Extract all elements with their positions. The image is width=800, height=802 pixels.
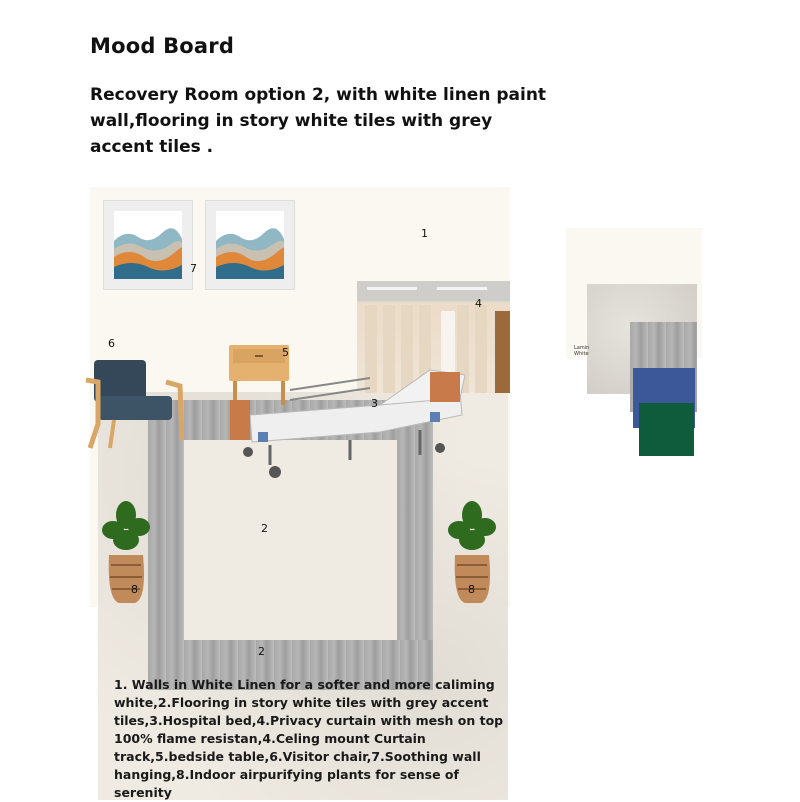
- label-nightstand: 5: [282, 346, 289, 359]
- plant-image: [99, 495, 153, 605]
- page-title: Mood Board: [90, 34, 235, 58]
- armchair-icon: [84, 360, 184, 450]
- potted-plant-icon: [99, 495, 153, 605]
- label-wall-art: 7: [190, 262, 197, 275]
- wall-art-image: [216, 211, 284, 279]
- visitor-chair-image: [84, 360, 184, 450]
- hospital-bed-icon: [230, 360, 465, 485]
- label-wall: 1: [421, 227, 428, 240]
- wall-art-frame-1: [103, 200, 193, 290]
- board-description: 1. Walls in White Linen for a softer and more caliming white,2.Flooring in story white tiles with grey accent tiles,3.Hospital bed,4.Privacy curtain with mesh on top 100% flame resistan,4.Celing mount Curtain track,5.bedside table,6.Visitor chair,7.Soothing wall hanging,8.Indoor airpurifying plants for sense of serenity: [114, 677, 504, 800]
- board-subtitle: Recovery Room option 2, with white linen paint wall,flooring in story white tiles with grey accent tiles .: [90, 85, 547, 157]
- label-bed: 3: [371, 397, 378, 410]
- label-floor-bottom: 2: [258, 645, 265, 658]
- label-plant-left: 8: [131, 583, 138, 596]
- green-fabric-swatch: [639, 403, 694, 456]
- label-floor-center: 2: [261, 522, 268, 535]
- wall-art-frame-2: [205, 200, 295, 290]
- label-chair: 6: [108, 337, 115, 350]
- label-plant-right: 8: [468, 583, 475, 596]
- label-curtain: 4: [475, 297, 482, 310]
- swatch-caption: Lamin White: [574, 345, 590, 357]
- wall-art-image: [114, 211, 182, 279]
- hospital-bed-image: [230, 360, 465, 485]
